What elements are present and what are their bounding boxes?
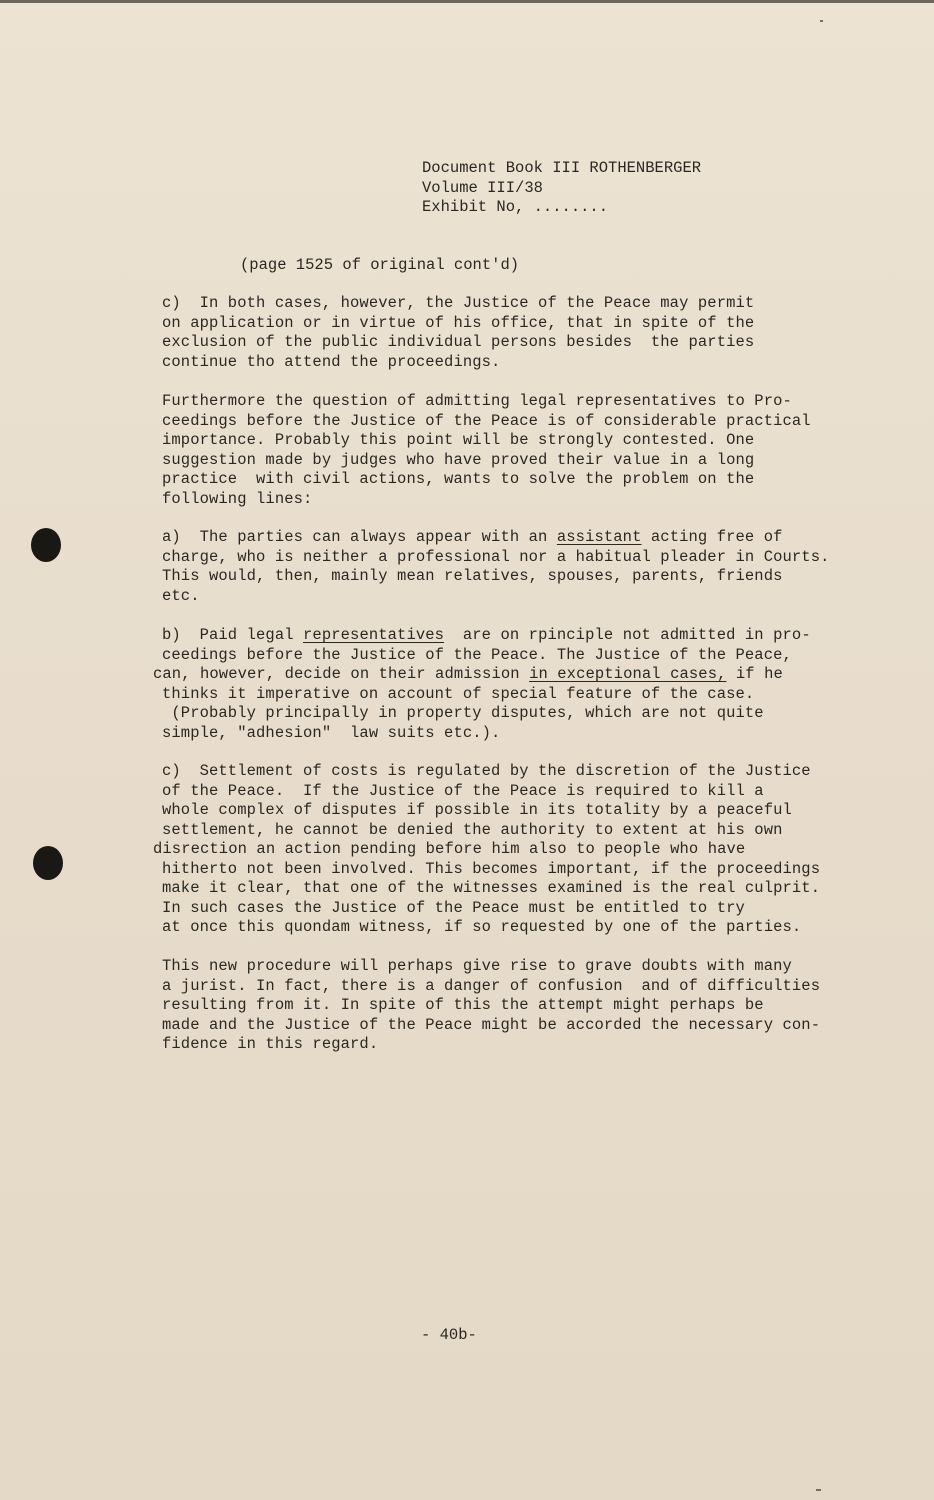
text-line: etc. (162, 586, 200, 605)
text-line: made and the Justice of the Peace might be accorded the necessary con- (162, 1015, 821, 1034)
text-line (162, 626, 811, 646)
text-line: hitherto not been involved. This becomes important, if the proceedings (162, 859, 821, 878)
text-segment: are on rpinciple not admitted in pro- (444, 626, 811, 644)
text-line: settlement, he cannot be denied the authority to extent at his own (162, 820, 783, 839)
text-line: resulting from it. In spite of this the attempt might perhaps be (162, 996, 764, 1014)
text-line: c) In both cases, however, the Justice of the Peace may permit (162, 294, 755, 312)
paragraph-b-paid-representatives (153, 626, 811, 743)
text-line: This new procedure will perhaps give rise to grave doubts with many (162, 957, 792, 975)
paragraph-c-exclusion (162, 294, 754, 372)
text-line: c) Settlement of costs is regulated by the discretion of the Justice (162, 762, 811, 780)
text-line: at once this quondam witness, if so requested by one of the parties. (162, 918, 802, 936)
underlined-text: assistant (556, 528, 642, 546)
text-line: thinks it imperative on account of special feature of the case. (162, 684, 755, 703)
speck-mark (820, 20, 823, 22)
paragraph-a-assistant (162, 528, 830, 606)
text-segment: a) The parties can always appear with an (162, 528, 557, 546)
text-line: This would, then, mainly mean relatives, spouses, parents, friends (162, 567, 783, 585)
text-line: charge, who is neither a professional nor a habitual pleader in Courts. (162, 547, 830, 566)
document-header (422, 158, 701, 217)
paragraph-new-procedure (162, 957, 820, 1055)
text-line: following lines: (162, 489, 313, 508)
text-line: make it clear, that one of the witnesses examined is the real culprit. (162, 879, 821, 897)
page-top-edge (0, 0, 934, 3)
text-line: suggestion made by judges who have proved their value in a long (162, 450, 755, 469)
text-segment: can, however, decide on their admission (153, 665, 530, 683)
text-line: ceedings before the Justice of the Peace is of considerable practical (162, 411, 811, 430)
text-line: whole complex of disputes if possible in its totality by a peaceful (162, 801, 792, 819)
continuation-note: (page 1525 of original cont'd) (240, 256, 520, 274)
punch-hole (33, 846, 63, 880)
text-line: of the Peace. If the Justice of the Peace is required to kill a (162, 781, 764, 800)
text-line: simple, "adhesion" law suits etc.). (162, 723, 501, 742)
text-line: continue tho attend the proceedings. (162, 352, 501, 371)
text-line: a jurist. In fact, there is a danger of confusion and of difficulties (162, 976, 821, 995)
header-document-book: Document Book III ROTHENBERGER (422, 159, 702, 177)
text-segment: if he (726, 665, 783, 683)
text-line: fidence in this regard. (162, 1035, 379, 1053)
text-line (162, 528, 830, 548)
underlined-text: in exceptional cases, (529, 665, 727, 683)
text-line: In such cases the Justice of the Peace must be entitled to try (162, 898, 745, 917)
text-line (153, 665, 811, 685)
text-line: practice with civil actions, wants to solve the problem on the (162, 470, 755, 488)
text-line: ceedings before the Justice of the Peace. The Justice of the Peace, (162, 645, 792, 664)
text-segment: b) Paid legal (162, 626, 304, 644)
paragraph-c-settlement-costs (153, 762, 821, 938)
paragraph-legal-representatives (162, 392, 811, 509)
text-line: exclusion of the public individual persons besides the parties (162, 333, 755, 351)
text-segment: acting free of (641, 528, 783, 546)
text-line: disrection an action pending before him also to people who have (153, 840, 746, 858)
text-line: (Probably principally in property disputes, which are not quite (162, 704, 764, 722)
text-line: Furthermore the question of admitting legal representatives to Pro- (162, 392, 792, 410)
underlined-text: representatives (303, 626, 445, 644)
text-line: importance. Probably this point will be strongly contested. One (162, 431, 755, 449)
header-exhibit: Exhibit No, ........ (422, 198, 609, 216)
speck-mark (816, 1489, 821, 1491)
header-volume: Volume III/38 (422, 178, 543, 197)
text-line: on application or in virtue of his office, that in spite of the (162, 313, 755, 332)
punch-hole (31, 528, 61, 562)
page-number: - 40b- (421, 1326, 477, 1344)
